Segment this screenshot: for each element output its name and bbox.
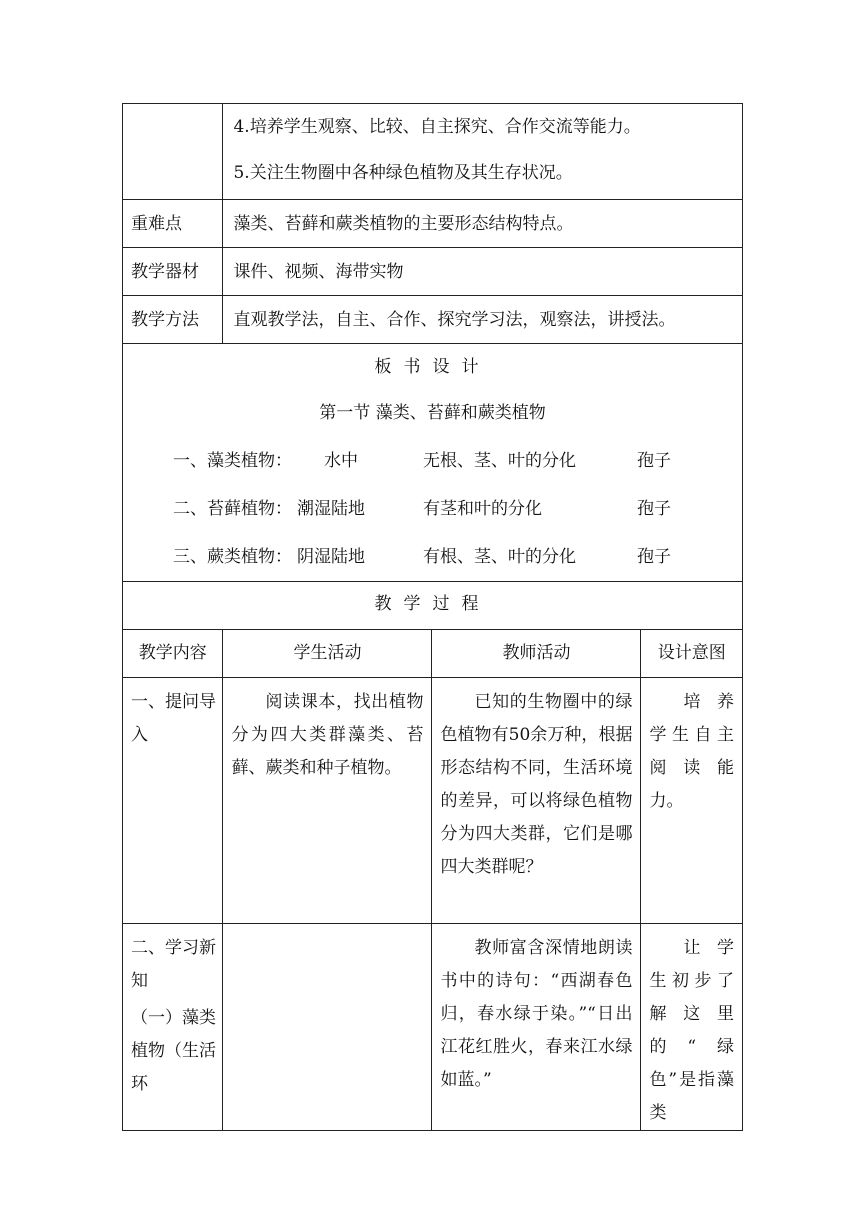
row-student-activity (223, 924, 431, 932)
board-design-cell (123, 344, 743, 582)
key-points-value: 藻类、苔藓和蕨类植物的主要形态结构特点。 (233, 214, 574, 234)
board-subtitle: 第一节 藻类、苔藓和蕨类植物 (319, 403, 546, 423)
board-row-structure: 有茎和叶的分化 (423, 499, 542, 519)
process-title: 教学过程 (374, 594, 491, 614)
process-row-new-knowledge (123, 924, 743, 1131)
materials-row (123, 248, 743, 296)
board-row-name: 二、苔藓植物： (173, 499, 292, 519)
row-design-intent: 让学生初步了解这里的“绿色”是指藻类 (649, 938, 734, 1123)
header-teacher: 教师活动 (502, 643, 571, 663)
board-row-habitat: 潮湿陆地 (297, 499, 365, 519)
row-teacher-activity: 教师富含深情地朗读书中的诗句：“西湖春色归，春水绿于染。”“日出江花红胜火，春来江水绿如蓝。” (440, 938, 633, 1090)
board-row-habitat: 阴湿陆地 (297, 547, 365, 567)
objectives-cell (223, 104, 743, 200)
objectives-row (123, 104, 743, 200)
objectives-label-cell (123, 104, 223, 200)
process-title-row (123, 582, 743, 630)
key-points-label: 重难点 (131, 214, 182, 234)
materials-value: 课件、视频、海带实物 (233, 262, 404, 282)
board-row-moss (123, 496, 742, 522)
row-content: 二、学习新知 (131, 938, 216, 991)
board-title: 板书设计 (374, 357, 491, 377)
key-points-row (123, 200, 743, 248)
board-row-structure: 有根、茎、叶的分化 (423, 547, 576, 567)
row-teacher-activity: 已知的生物圈中的绿色植物有50余万种，根据形态结构不同，生活环境的差异，可以将绿色植物分为四大类群，它们是哪四大类群呢？ (440, 692, 633, 877)
board-row-habitat: 水中 (324, 451, 358, 471)
header-content: 教学内容 (138, 643, 207, 663)
process-header-row (123, 630, 743, 678)
board-row-reproduction: 孢子 (637, 547, 671, 567)
board-row-name: 一、藻类植物： (173, 451, 292, 471)
row-design-intent: 培养学生自主阅读能力。 (649, 692, 734, 811)
board-design-row (123, 344, 743, 582)
board-row-reproduction: 孢子 (637, 499, 671, 519)
objective-5: 5.关注生物圈中各种绿色植物及其生存状况。 (233, 163, 573, 183)
board-row-name: 三、蕨类植物： (173, 547, 292, 567)
materials-label: 教学器材 (131, 262, 199, 282)
row-content: 一、提问导入 (131, 692, 216, 745)
board-row-algae (123, 448, 742, 474)
row-content-sub: （一）藻类植物（生活环 (131, 1008, 216, 1094)
header-student: 学生活动 (293, 643, 362, 663)
methods-value: 直观教学法，自主、合作、探究学习法，观察法，讲授法。 (233, 310, 676, 330)
row-student-activity: 阅读课本，找出植物分为四大类群藻类、苔藓、蕨类和种子植物。 (231, 692, 424, 778)
lesson-plan-table (122, 103, 743, 1131)
process-row-intro (123, 678, 743, 924)
objective-4: 4.培养学生观察、比较、自主探究、合作交流等能力。 (233, 117, 641, 137)
methods-label: 教学方法 (131, 310, 199, 330)
header-intent: 设计意图 (657, 643, 726, 663)
methods-row (123, 296, 743, 344)
board-row-structure: 无根、茎、叶的分化 (423, 451, 576, 471)
board-row-reproduction: 孢子 (637, 451, 671, 471)
board-row-fern (123, 544, 742, 570)
